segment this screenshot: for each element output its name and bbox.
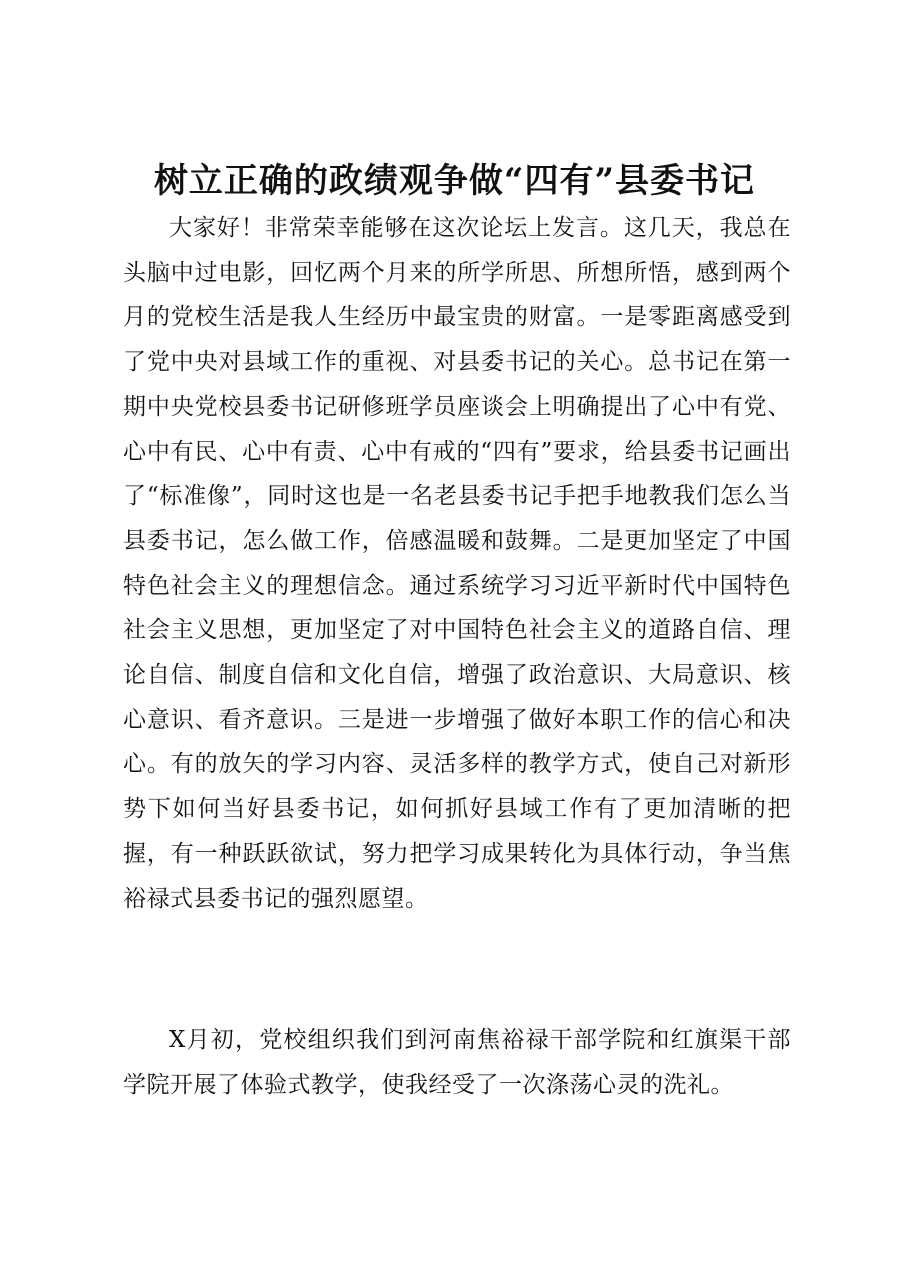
paragraph-1: 大家好！非常荣幸能够在这次论坛上发言。这几天，我总在头脑中过电影，回忆两个月来的所学所思、所想所悟，感到两个月的党校生活是我人生经历中最宝贵的财富。一是零距离感受到了党中央对县域工作的重视、对县委书记的关心。总书记在第一期中央党校县委书记研修班学员座谈会上明确提出了心中有党、心中有民、心中有责、心中有戒的“四有”要求，给县委书记画出了“标准像”，同时这也是一名老县委书记手把手地教我们怎么当县委书记，怎么做工作，倍感温暖和鼓舞。二是更加坚定了中国特色社会主义的理想信念。通过系统学习习近平新时代中国特色社会主义思想，更加坚定了对中国特色社会主义的道路自信、理论自信、制度自信和文化自信，增强了政治意识、大局意识、核心意识、看齐意识。三是进一步增强了做好本职工作的信心和决心。有的放矢的学习内容、灵活多样的教学方式，使自己对新形势下如何当好县委书记，如何抓好县域工作有了更加清晰的把握，有一种跃跃欲试，努力把学习成果转化为具体行动，争当焦裕禄式县委书记的强烈愿望。 bbox=[123, 215, 791, 912]
paragraph-2: X月初，党校组织我们到河南焦裕禄干部学院和红旗渠干部学院开展了体验式教学，使我经受了一次涤荡心灵的洗礼。 bbox=[123, 1027, 791, 1098]
document-title: 树立正确的政绩观争做“四有”县委书记 bbox=[153, 161, 756, 201]
